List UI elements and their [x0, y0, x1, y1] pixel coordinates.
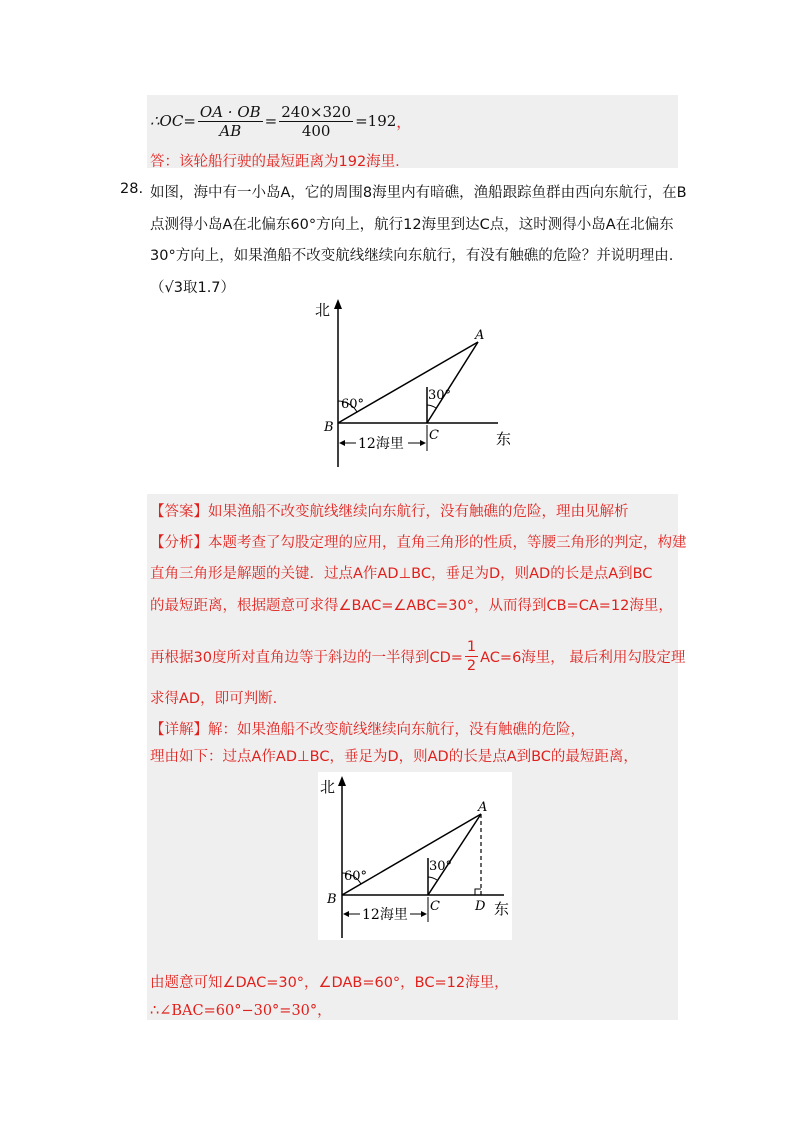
detail-line-1: 【详解】解：如果渔船不改变航线继续向东航行，没有触礁的危险， [150, 722, 585, 738]
north-label-2: 北 [320, 778, 336, 796]
north-label: 北 [315, 301, 331, 319]
angle-arc-c-2 [428, 877, 437, 880]
distance-arrowhead-right-2 [421, 911, 427, 917]
point-c-label-2: C [430, 899, 440, 914]
half-denominator: 2 [466, 657, 477, 674]
problem-line-1: 如图，海中有一小岛A，它的周围8海里内有暗礁，渔船跟踪鱼群由西向东航行，在B [150, 185, 687, 201]
analysis-line-1: 【分析】本题考查了勾股定理的应用，直角三角形的性质，等腰三角形的判定，构建 [150, 535, 687, 551]
distance-arrowhead-left [339, 440, 345, 446]
given-line: 由题意可知∠DAC=30°，∠DAB=60°，BC=12海里， [150, 975, 509, 991]
top-answer-line: 答：该轮船行驶的最短距离为192海里. [150, 154, 400, 170]
analysis-line-2: 直角三角形是解题的关键．过点A作AD⊥BC，垂足为D，则AD的长是点A到BC [150, 566, 653, 582]
north-arrow-icon [334, 299, 342, 309]
point-a-label: A [475, 328, 485, 343]
answer-line: 【答案】如果渔船不改变航线继续向东航行，没有触礁的危险，理由见解析 [150, 504, 629, 520]
fraction-2-numerator: 240×320 [281, 102, 352, 121]
formula-eq1: = [183, 112, 196, 130]
east-label: 东 [496, 430, 512, 448]
problem-line-3: 30°方向上，如果渔船不改变航线继续向东航行，有没有触礁的危险？并说明理由. [150, 248, 674, 264]
problem-line-4: （√3取1.7） [150, 280, 236, 296]
figure-2-diagram [318, 772, 512, 940]
conclusion-line: ∴∠BAC=60°−30°=30°， [150, 1003, 332, 1019]
right-angle-mark [475, 889, 481, 895]
fraction-2-denominator: 400 [301, 121, 331, 140]
analysis-line-4-post: AC=6海里， 最后利用勾股定理 [480, 649, 686, 666]
formula-result: =192 [355, 112, 397, 130]
analysis-line-3: 的最短距离，根据题意可求得∠BAC=∠ABC=30°，从而得到CB=CA=12海里， [150, 598, 673, 614]
figure-1-diagram [310, 295, 520, 475]
formula-end: ， [396, 112, 412, 131]
angle-c-label-2: 30° [429, 859, 453, 874]
point-d-label-2: D [475, 899, 486, 914]
detail-line-2: 理由如下：过点A作AD⊥BC，垂足为D，则AD的长是点A到BC的最短距离， [150, 749, 638, 765]
angle-c-label: 30° [428, 388, 452, 403]
line-ca [427, 342, 478, 423]
angle-b-label-2: 60° [344, 869, 368, 884]
analysis-line-4 [150, 636, 685, 676]
half-fraction [465, 638, 478, 675]
fraction-1-denominator: AB [219, 121, 242, 140]
angle-b-label: 60° [341, 397, 365, 412]
distance-arrowhead-left-2 [343, 911, 349, 917]
point-b-label: B [324, 420, 334, 435]
analysis-line-4-pre: 再根据30度所对直角边等于斜边的一半得到CD= [150, 649, 463, 666]
problem-line-2: 点测得小岛A在北偏东60°方向上，航行12海里到达C点，这时测得小岛A在北偏东 [150, 217, 674, 233]
fraction-1-numerator: OA · OB [199, 102, 261, 121]
oc-formula [150, 100, 411, 142]
formula-fraction-2 [279, 103, 353, 140]
formula-eq2: = [264, 112, 278, 130]
line-ca-2 [428, 814, 481, 895]
point-c-label: C [429, 428, 439, 443]
formula-fraction-1 [198, 103, 263, 140]
analysis-line-5: 求得AD，即可判断. [150, 691, 278, 707]
problem-number: 28. [120, 181, 144, 197]
point-a-label-2: A [478, 800, 488, 815]
distance-label: 12海里 [358, 436, 404, 452]
distance-arrowhead-right [420, 440, 426, 446]
angle-arc-c [427, 405, 436, 408]
point-b-label-2: B [327, 892, 337, 907]
half-numerator: 1 [466, 638, 477, 655]
east-label-2: 东 [494, 900, 510, 918]
north-arrow-icon-2 [338, 776, 346, 786]
distance-label-2: 12海里 [362, 907, 408, 923]
formula-lhs: ∴OC [150, 112, 184, 130]
